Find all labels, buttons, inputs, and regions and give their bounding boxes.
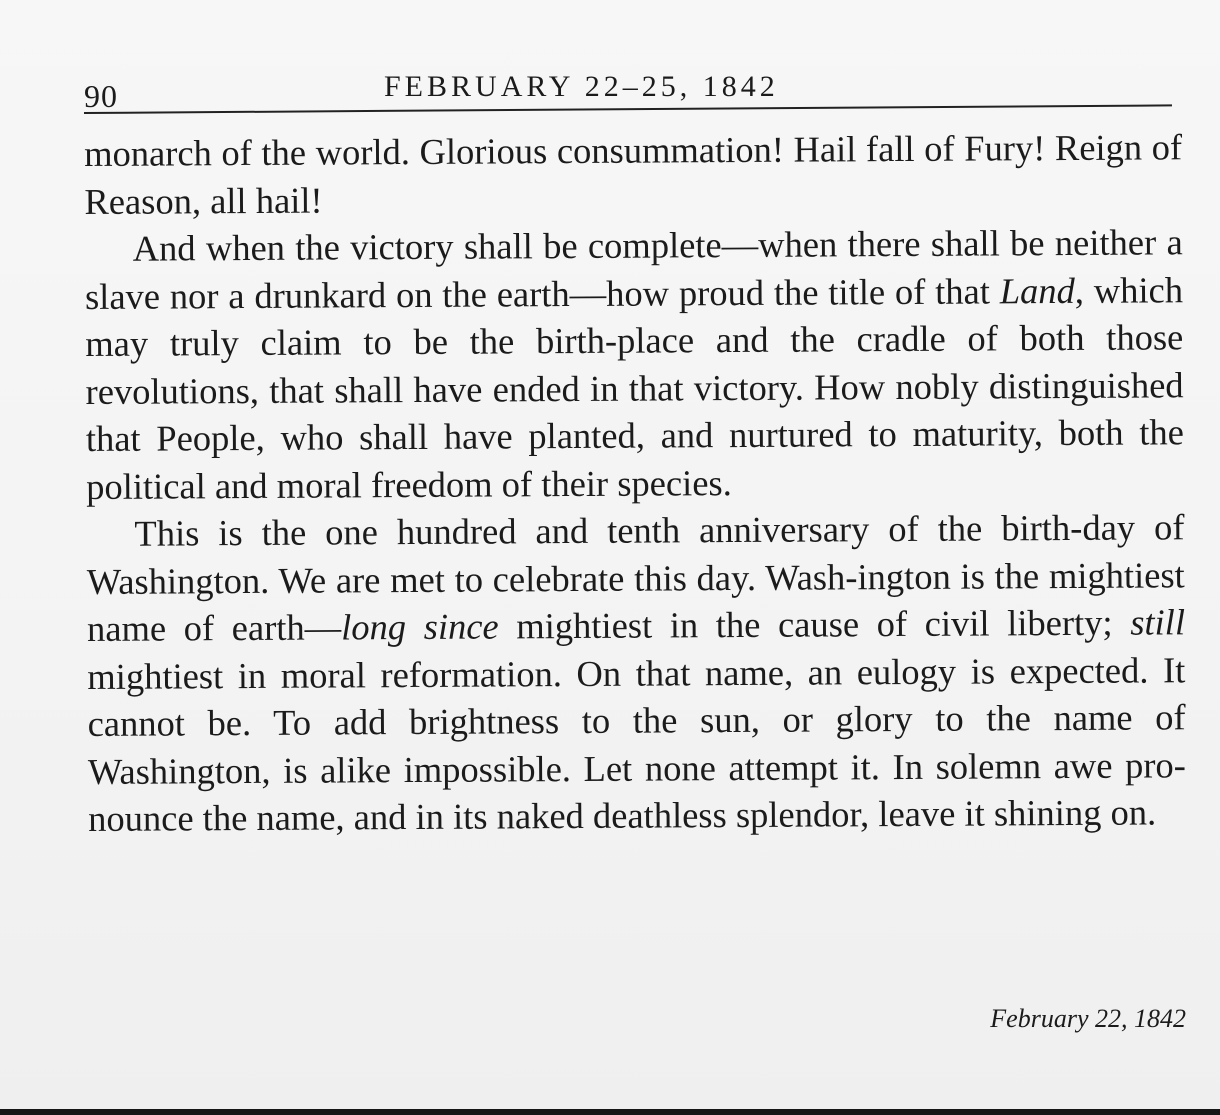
- text-run: mightiest in moral reformation. On that name, an eulogy is expected. It cannot be. To add brightness to the sun, or glory to the name of Washington, is alike impossible. Let none attempt it. In solemn awe pro-nounce the name, and in its naked deathless splendor, leave it shining on.: [87, 648, 1187, 839]
- body-text: [84, 123, 1186, 842]
- scan-border: [0, 1109, 1220, 1115]
- text-run: , which may truly claim to be the birth-place and the cradle of both those revolutions, that shall have ended in that victory. How nobly distinguished that People, who shall have planted, and nurtured to maturity, both the political and moral freedom of their species.: [85, 268, 1184, 507]
- text-run: mightiest in the cause of civil liberty;: [498, 601, 1131, 647]
- date-signoff: February 22, 1842: [990, 1004, 1186, 1033]
- italic-text-run: still: [1130, 601, 1186, 643]
- paragraph: [86, 503, 1186, 842]
- text-run: monarch of the world. Glorious consummation! Hail fall of Fury! Reign of Reason, all hail!: [84, 126, 1183, 222]
- running-head-title: FEBRUARY 22–25, 1842: [384, 70, 779, 103]
- italic-text-run: long since: [341, 605, 499, 648]
- page-number: 90: [84, 78, 118, 114]
- italic-text-run: Land: [999, 269, 1075, 311]
- text-run: And when the victory shall be complete—when there shall be neither a slave nor a drunkard on the earth—how proud the title of that: [84, 221, 1183, 317]
- paragraph: [85, 218, 1185, 510]
- text-run: This is the one hundred and tenth anniversary of the birth-day of Washington. We are met to celebrate this day. Wash-ington is the mightiest name of earth—: [86, 506, 1185, 649]
- paragraph: [84, 123, 1183, 225]
